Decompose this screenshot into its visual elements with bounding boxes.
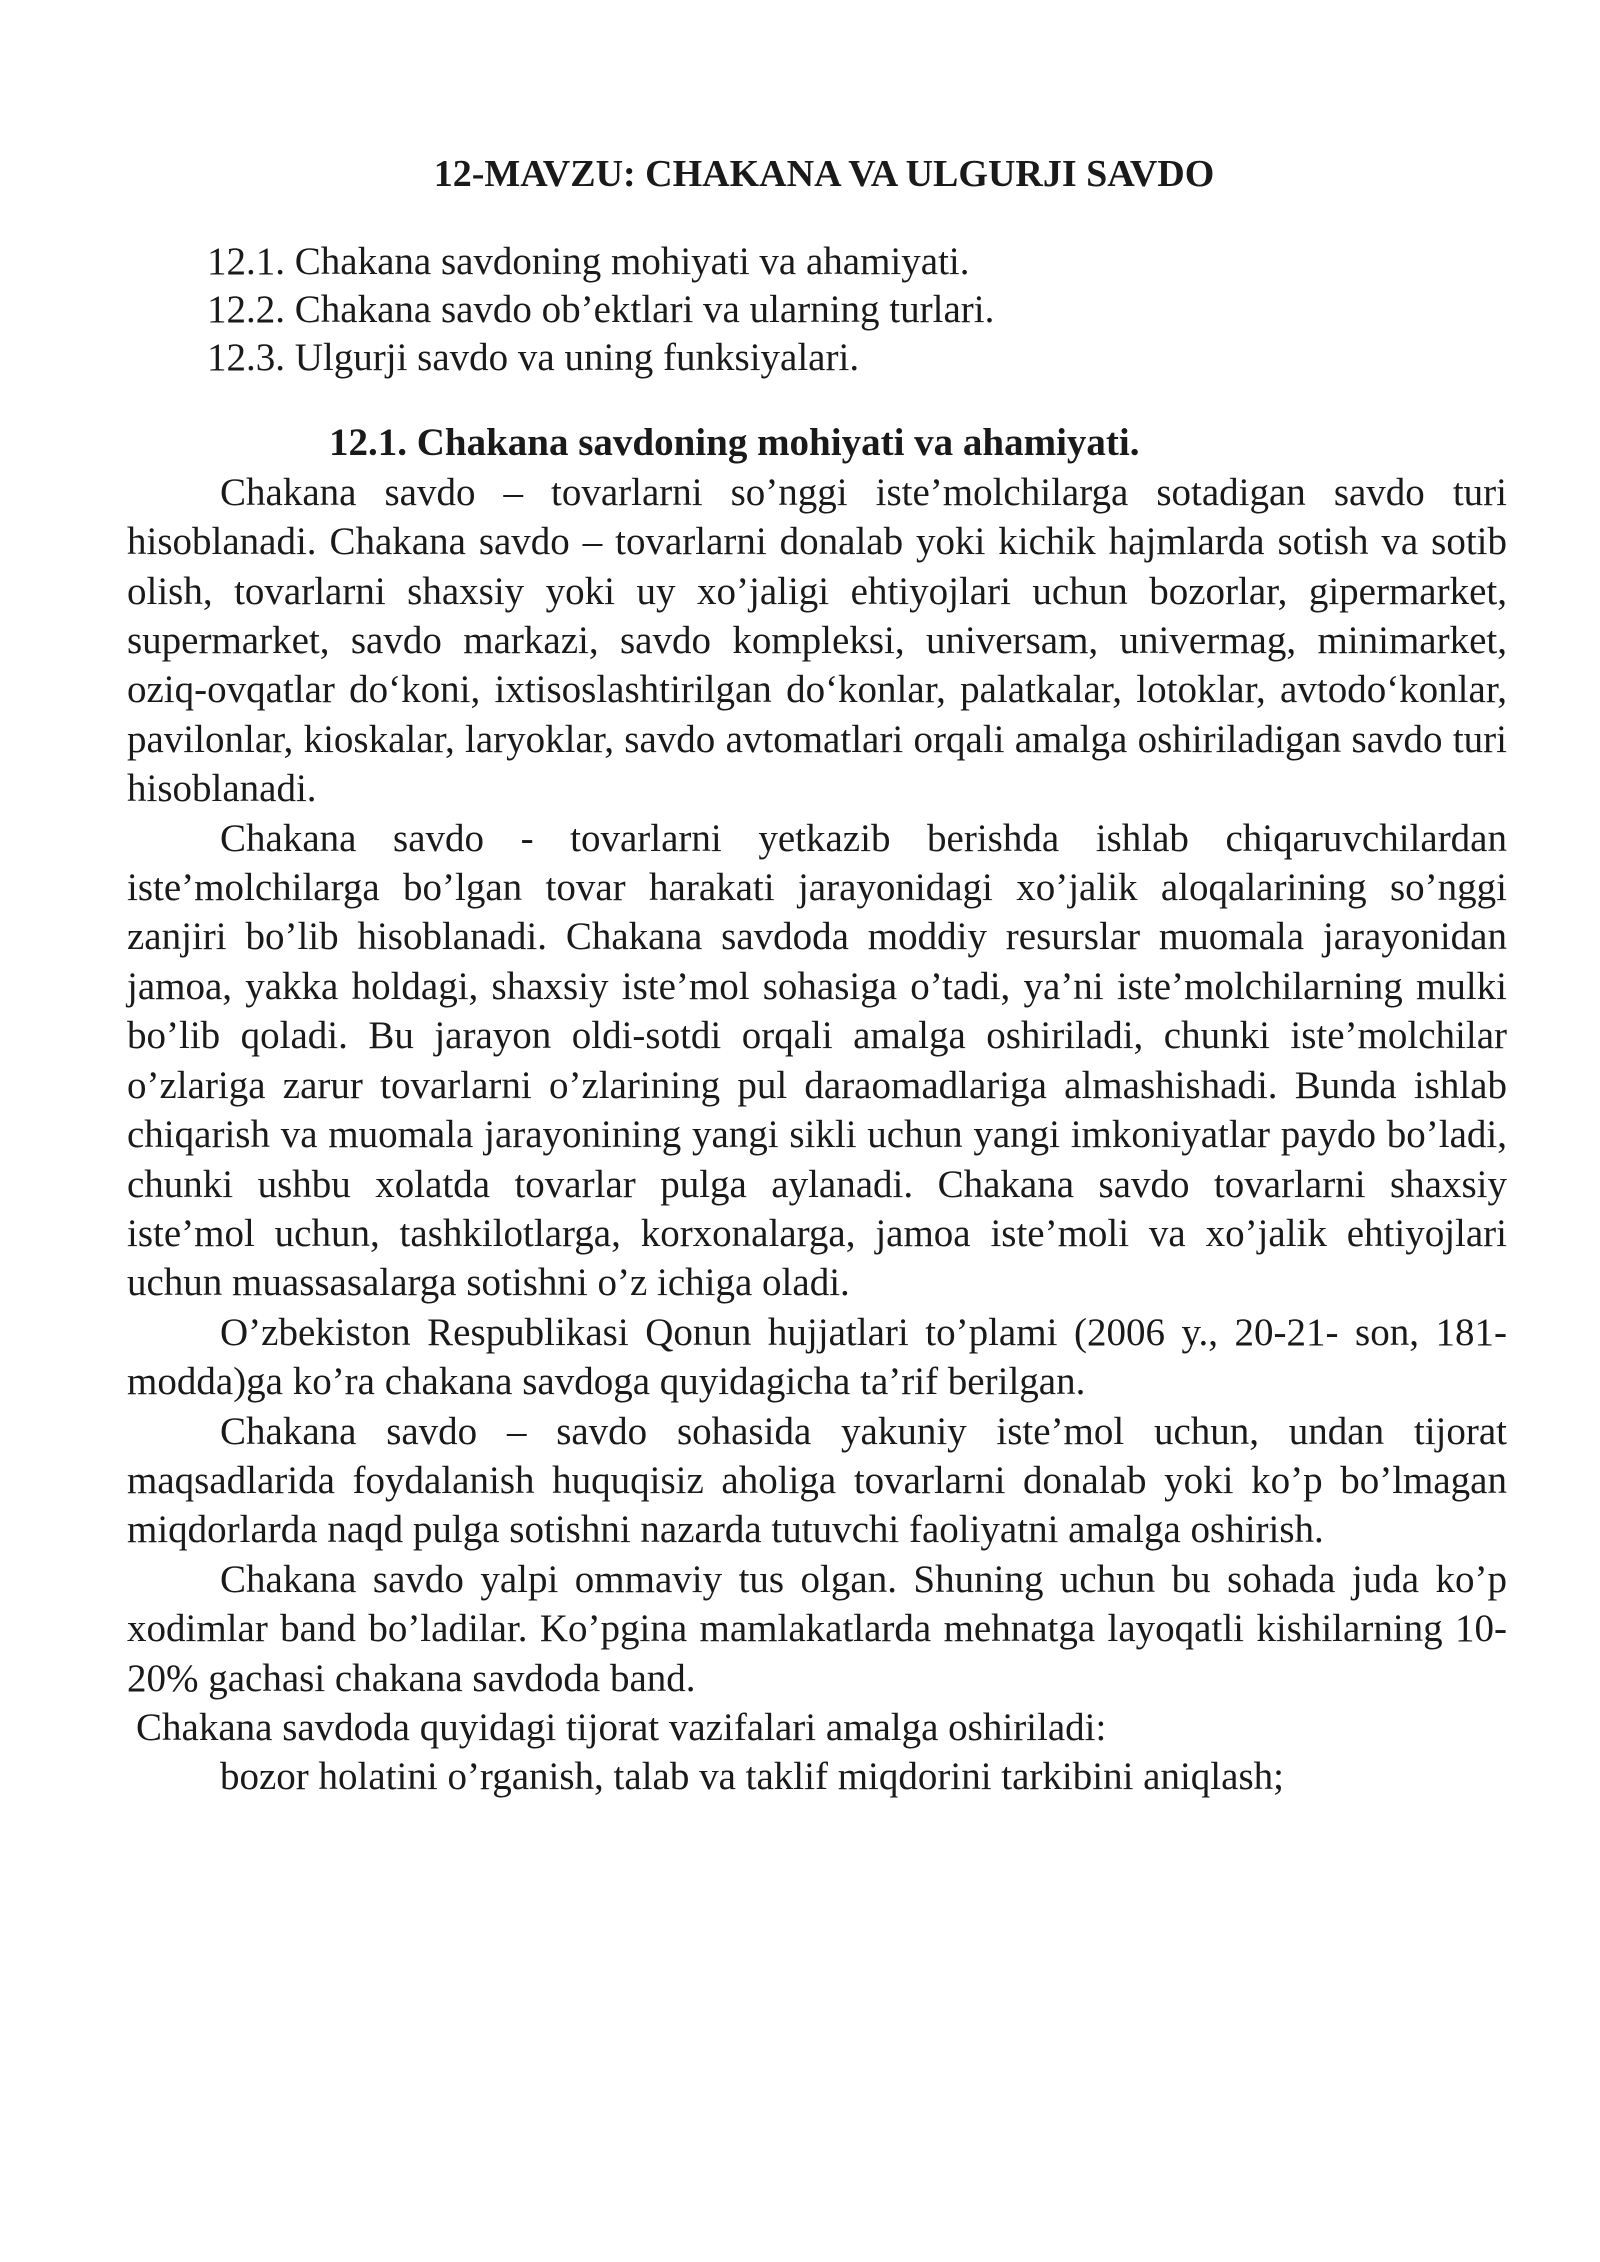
paragraph: Chakana savdo – tovarlarni so’nggi iste’molchilarga sotadigan savdo turi hisoblanadi. Chakana savdo – tovarlarni donalab yoki kichik hajmlarda sotish va sotib olish, tovarlarni shaxsiy yoki uy xo’jaligi ehtiyojlari uchun bozorlar, gipermarket, supermarket, savdo markazi, savdo kompleksi, universam, univermag, minimarket, oziq-ovqatlar do‘koni, ixtisoslashtirilgan do‘konlar, palatkalar, lotoklar, avtodo‘konlar, pavilonlar, kioskalar, laryoklar, savdo avtomatlari orqali amalga oshiriladigan savdo turi hisoblanadi.: [127, 470, 1507, 811]
list-item: bozor holatini o’rganish, talab va taklif miqdorini tarkibini aniqlash;: [220, 1755, 1284, 1799]
toc-item: 12.1. Chakana savdoning mohiyati va ahamiyati.: [207, 240, 970, 284]
paragraph: Chakana savdo yalpi ommaviy tus olgan. Shuning uchun bu sohada juda ko’p xodimlar band bo’ladilar. Ko’pgina mamlakatlarda mehnatga layoqatli kishilarning 10-20% gachasi chakana savdoda band.: [127, 1557, 1507, 1700]
paragraph: Chakana savdo - tovarlarni yetkazib berishda ishlab chiqaruvchilardan iste’molchilarga bo’lgan tovar harakati jarayonidagi xo’jalik aloqalarining so’nggi zanjiri bo’lib hisoblanadi. Chakana savdoda moddiy resurslar muomala jarayonidan jamoa, yakka holdagi, shaxsiy iste’mol sohasiga o’tadi, ya’ni iste’molchilarning mulki bo’lib qoladi. Bu jarayon oldi-sotdi orqali amalga oshiriladi, chunki iste’molchilar o’zlariga zarur tovarlarni o’zlarining pul daraomadlariga almashishadi. Bunda ishlab chiqarish va muomala jarayonining yangi sikli uchun yangi imkoniyatlar paydo bo’ladi, chunki ushbu xolatda tovarlar pulga aylanadi. Chakana savdo tovarlarni shaxsiy iste’mol uchun, tashkilotlarga, korxonalarga, jamoa iste’moli va xo’jalik ehtiyojlari uchun muassasalarga sotishni o’z ichiga oladi.: [127, 816, 1507, 1305]
table-of-contents: [207, 238, 1507, 382]
paragraph: Chakana savdoda quyidagi tijorat vazifalari amalga oshiriladi:: [136, 1705, 1107, 1749]
paragraph: Chakana savdo – savdo sohasida yakuniy iste’mol uchun, undan tijorat maqsadlarida foydalanish huquqisiz aholiga tovarlarni donalab yoki ko’p bo’lmagan miqdorlarda naqd pulga sotishni nazarda tutuvchi faoliyatni amalga oshirish.: [127, 1409, 1507, 1552]
paragraph: O’zbekiston Respublikasi Qonun hujjatlari to’plami (2006 y., 20-21- son, 181-modda)ga ko’ra chakana savdoga quyidagicha ta’rif berilgan.: [127, 1310, 1507, 1404]
section-heading: 12.1. Chakana savdoning mohiyati va ahamiyati.: [329, 421, 1140, 465]
page-title: 12-MAVZU: CHAKANA VA ULGURJI SAVDO: [433, 153, 1215, 195]
toc-item: 12.2. Chakana savdo ob’ektlari va ularning turlari.: [207, 288, 995, 332]
toc-item: 12.3. Ulgurji savdo va uning funksiyalari.: [207, 336, 860, 380]
document-page: [127, 150, 1507, 1802]
